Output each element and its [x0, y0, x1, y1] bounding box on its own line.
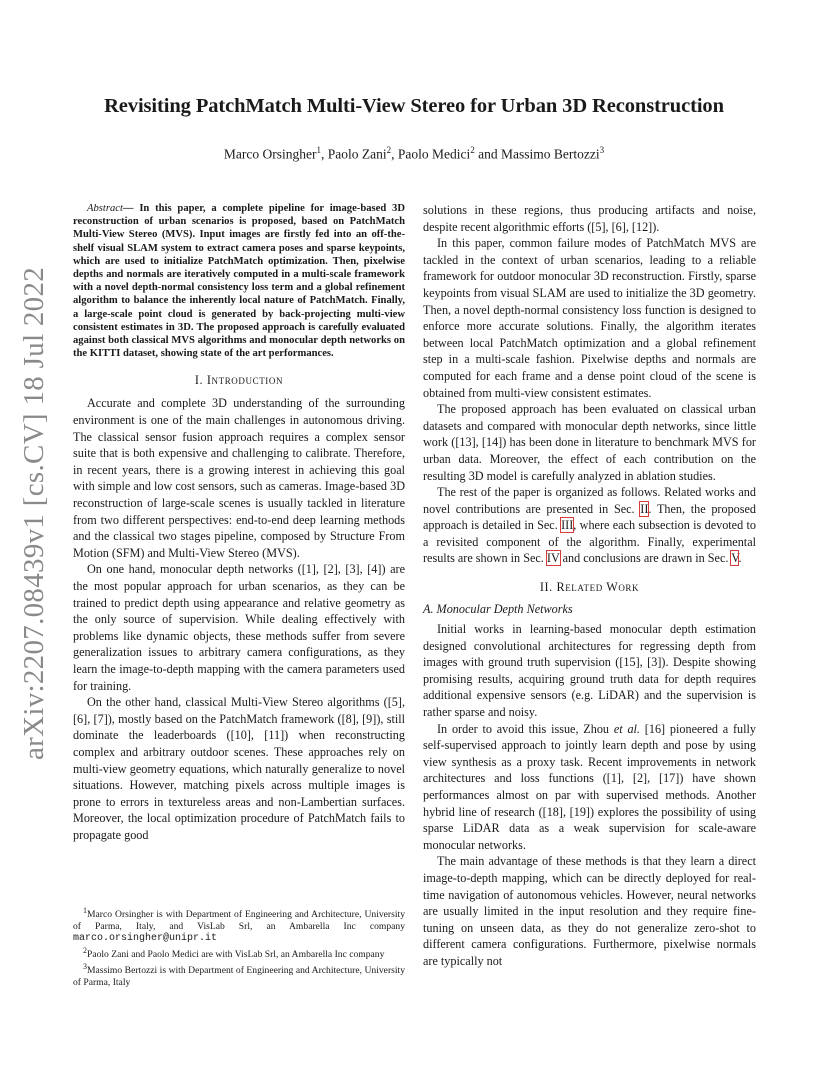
paragraph — [423, 484, 756, 567]
paragraph: In this paper, common failure modes of PatchMatch MVS are tackled in the context of urban scenarios, leading to a reliable framework for outdoor monocular 3D reconstruction. Firstly, sparse keypoints from visual SLAM are used to initialize the 3D geometry. Then, a novel depth-normal consistency loss function is designed to enforce more accurate solutions. Finally, the algorithm iterates between local PatchMatch optimization and a global refinement step in a multi-scale fashion. Pixelwise depths and normals are computed for each frame and a dense point cloud of the scene is obtained from multi-view consistent estimates. — [423, 236, 756, 400]
section-heading-related-work: II. Related Work — [539, 580, 640, 595]
left-column — [73, 202, 405, 843]
author-list — [0, 145, 828, 163]
section-ref-link[interactable]: III — [561, 518, 574, 533]
footnote — [73, 905, 405, 945]
footnote-mark: 3 — [83, 961, 87, 971]
footnote — [73, 961, 405, 988]
abstract-text: In this paper, a complete pipeline for image-based 3D reconstruction of urban scenarios is proposed, based on PatchMatch Multi-View Stereo (MVS). Input images are firstly fed into an off-the-shelf visual SLAM system to extract camera poses and sparse keypoints, which are used to initialize PatchMatch optimization. Then, pixelwise depths and normals are iteratively computed in a multi-scale framework with a novel depth-normal consistency loss term and a global refinement algorithm to balance the inherently local nature of PatchMatch. Finally, a large-scale point cloud is generated by back-projecting multi-view consistent estimates in 3D. The proposed approach is carefully evaluated against both classical MVS algorithms and monocular depth networks on the KITTI dataset, showing state of the art performances. — [73, 203, 405, 360]
abstract — [73, 202, 405, 360]
author-name: Paolo Medici — [397, 146, 471, 162]
paragraph: The proposed approach has been evaluated on classical urban datasets and compared with monocular depth networks, since little work ([13], [14]) has been done in literature to benchmark MVS for urban data. Moreover, the effect of each contribution on the resulting 3D model is carefully analyzed in ablation studies. — [423, 402, 756, 483]
section-ref-link[interactable]: V — [731, 551, 739, 566]
footnote-text: Massimo Bertozzi is with Department of Engineering and Architecture, University of Parma, Italy — [73, 964, 405, 988]
footnote-mark: 1 — [83, 906, 87, 915]
section-ref-link[interactable]: IV — [546, 551, 560, 566]
subsection-heading: A. Monocular Depth Networks — [423, 602, 573, 617]
footnotes — [73, 905, 405, 988]
text-run: The rest of the paper is organized as follows. Related works and novel contributions are presented in Sec. — [423, 485, 756, 516]
footnote-mark: 2 — [83, 945, 87, 955]
author-separator: , — [321, 146, 328, 162]
paragraph: Accurate and complete 3D understanding of the surrounding environment is one of the main challenges in autonomous driving. The classical sensor fusion approach requires a complex sensor suite that is both expensive and challenging to calibrate. Therefore, in recent years, there is a growing interest in achieving this goal with simple and low cost sensors, such as cameras. Image-based 3D reconstruction of large-scale scenes is usually tackled in literature from two different perspectives: end-to-end deep learning methods and the classical two stages pipeline, composed by Structure From Motion (SFM) and Multi-View Stereo (MVS). — [73, 396, 405, 560]
arxiv-identifier: arXiv:2207.08439v1 [cs.CV] 18 Jul 2022 — [18, 266, 50, 760]
text-run: , where each subsection is devoted to a revisited component of the algorithm. Finally, experimental results are shown in Sec. — [423, 518, 756, 566]
footnote-text: Paolo Zani and Paolo Medici are with VisLab Srl, an Ambarella Inc company — [87, 949, 385, 961]
section-heading-introduction: I. Introduction — [194, 373, 284, 388]
affiliation-mark: 3 — [599, 145, 605, 155]
author-name: Massimo Bertozzi — [501, 146, 600, 162]
footnote-text: Marco Orsingher is with Department of Engineering and Architecture, University of Parma, Italy, and VisLab Srl, an Ambarella Inc company — [73, 909, 405, 932]
affiliation-mark: 2 — [470, 145, 475, 155]
text-run: and conclusions are drawn in Sec. — [559, 551, 732, 566]
affiliation-mark: 2 — [386, 145, 392, 155]
affiliation-mark: 1 — [316, 145, 321, 155]
footnote — [73, 945, 405, 961]
paragraph — [423, 721, 756, 854]
right-column — [423, 202, 756, 970]
author-separator: and — [474, 146, 501, 162]
footnote-email[interactable]: marco.orsingher@unipr.it — [73, 933, 218, 945]
text-run: [16] pioneered a fully self-supervised approach to jointly learn depth and pose by using view synthesis as a proxy task. Recent improvements in network architectures and loss functions ([1], [2], [17]) have shown performances almost on par with supervised methods. Another hybrid line of research ([18], [19]) explores the possibility of using sparse LiDAR data as a weak supervision for scale-aware monocular networks. — [423, 721, 756, 852]
author-separator: , — [391, 146, 398, 162]
paragraph: solutions in these regions, thus producing artifacts and noise, despite recent algorithmic efforts ([5], [6], [12]). — [423, 203, 756, 234]
abstract-label: Abstract — [87, 203, 123, 214]
text-run: In order to avoid this issue, Zhou — [437, 721, 614, 736]
paragraph: On one hand, monocular depth networks ([1], [2], [3], [4]) are the most popular approach for urban scenarios, as they can be trained to predict depth using appearance and relative geometry as the only source of supervision. While dealing effectively with problems like dynamic objects, these methods suffer from severe generalization issues to arbitrary camera configurations, as they learn the image-to-depth mapping with the camera parameters used for training. — [73, 562, 405, 693]
text-run-italic: et al. — [613, 721, 640, 736]
section-ref-link[interactable]: II — [640, 501, 649, 516]
paragraph: Initial works in learning-based monocular depth estimation designed convolutional architectures for regressing depth from images with ground truth supervision ([15], [3]). Despite showing promising results, acquiring ground truth data for depth requires additional expensive sensors (e.g. LiDAR) and the supervision is rather sparse and noisy. — [423, 622, 756, 720]
text-run: . Then, the proposed approach is detailed in Sec. — [423, 501, 757, 533]
paragraph: On the other hand, classical Multi-View Stereo algorithms ([5], [6], [7]), mostly based on the PatchMatch framework ([8], [9]), still dominate the leaderboards ([10], [11]) when reconstructing complex and arbitrary outdoor scenes. These approaches rely on multi-view geometry equations, which naturally generalize to novel situations. However, matching pixels across multiple images is prone to errors in textureless areas and non-Lambertian surfaces. Moreover, the local optimization procedure of PatchMatch fails to propagate good — [73, 695, 405, 842]
abstract-dash: — — [122, 203, 140, 214]
author-name: Paolo Zani — [327, 146, 387, 162]
text-run: . — [738, 551, 742, 566]
author-name: Marco Orsingher — [223, 146, 317, 162]
paper-title: Revisiting PatchMatch Multi-View Stereo for Urban 3D Reconstruction — [104, 95, 724, 117]
paragraph: The main advantage of these methods is that they learn a direct image-to-depth mapping, which can be directly deployed for real-time navigation of autonomous vehicles. However, neural networks are usually limited in the input resolution and they require fine-tuning on unseen data, as they do not generalize zero-shot to different camera configurations. Furthermore, pixelwise normals are typically not — [423, 854, 756, 968]
